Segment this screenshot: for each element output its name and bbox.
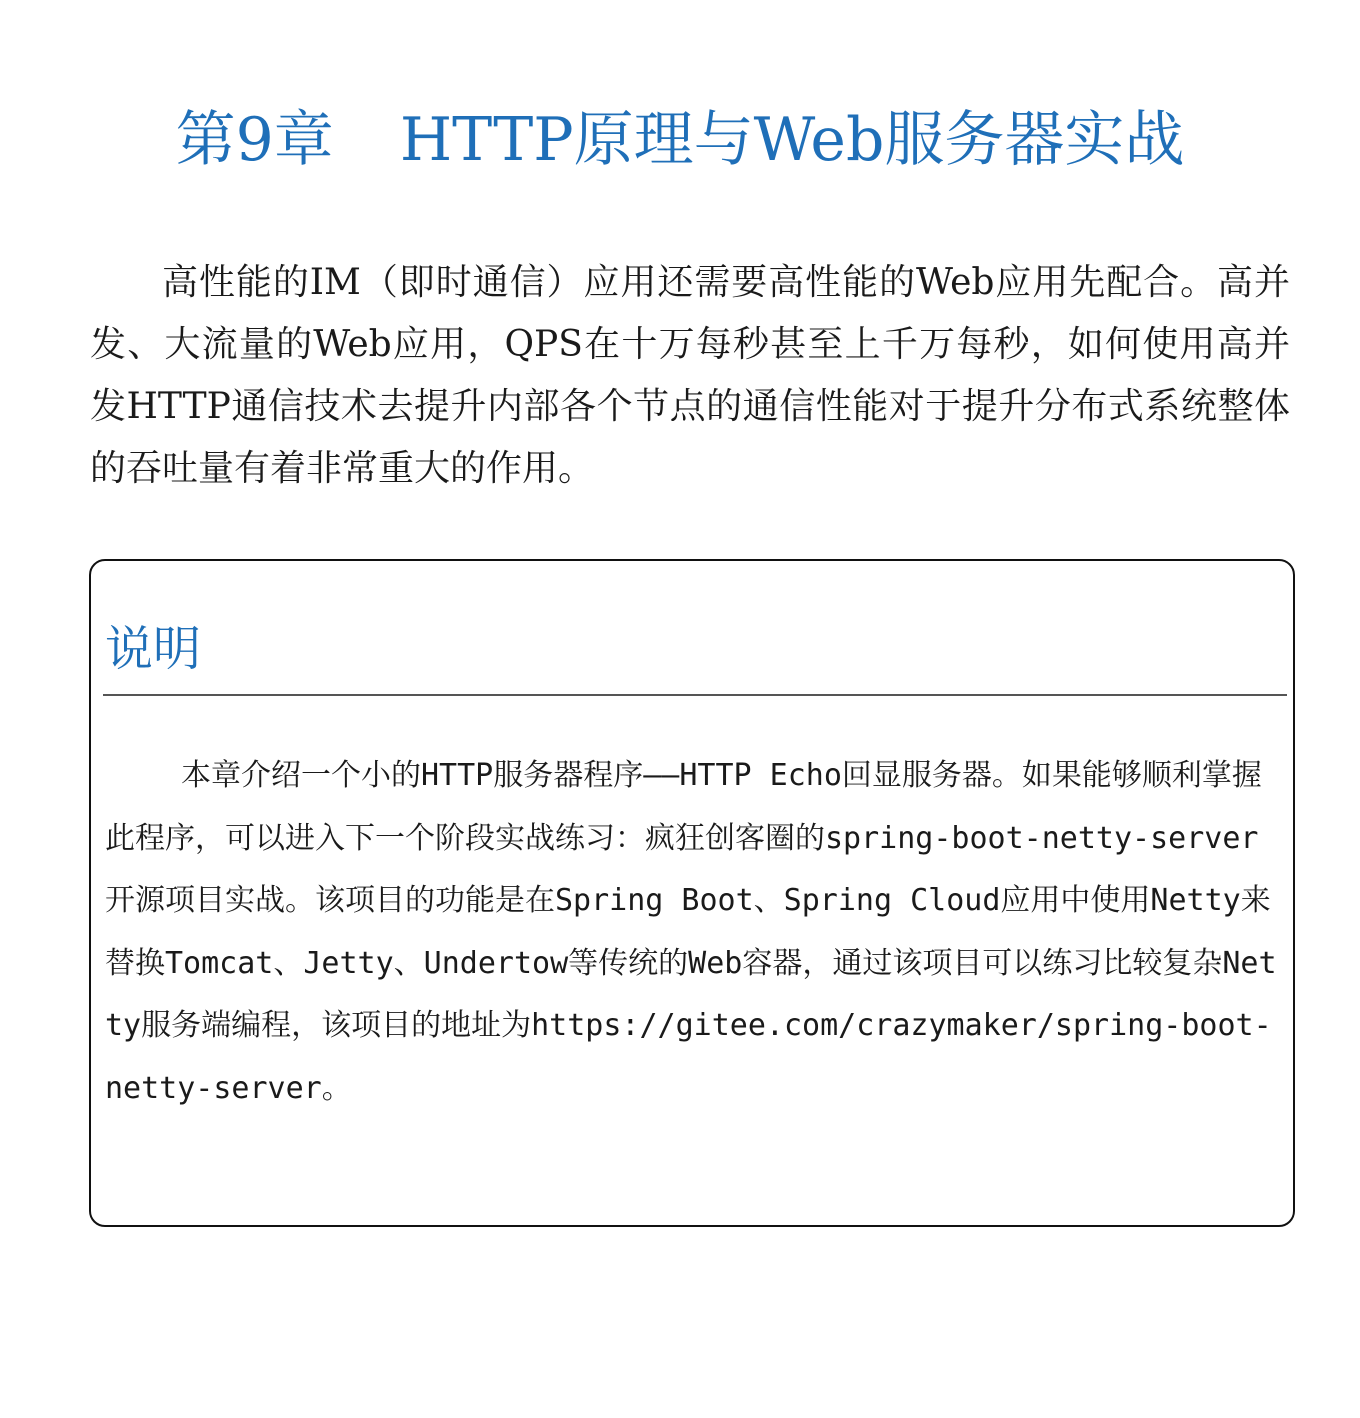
note-heading: 说明 [105,621,202,677]
chapter-name: HTTP原理与Web服务器实战 [399,105,1185,175]
chapter-number: 第9章 [175,105,334,175]
note-divider [103,694,1287,696]
note-body: 本章介绍一个小的HTTP服务器程序——HTTP Echo回显服务器。如果能够顺利掌握此程序，可以进入下一个阶段实战练习：疯狂创客圈的spring-boot-netty-server开源项目实战。该项目的功能是在Spring Boot、Spring Cloud应用中使用Netty来替换Tomcat、Jetty、Undertow等传统的Web容器，通过该项目可以练习比较复杂Netty服务端编程，该项目的地址为https://gitee.com/crazymaker/spring-boot-netty-server。 [105,758,1277,1106]
note-box [89,559,1295,1227]
intro-paragraph: 高性能的IM（即时通信）应用还需要高性能的Web应用先配合。高并发、大流量的Web应用，QPS在十万每秒甚至上千万每秒，如何使用高并发HTTP通信技术去提升内部各个节点的通信性能对于提升分布式系统整体的吞吐量有着非常重大的作用。 [90,262,1290,489]
chapter-title [0,100,1360,180]
